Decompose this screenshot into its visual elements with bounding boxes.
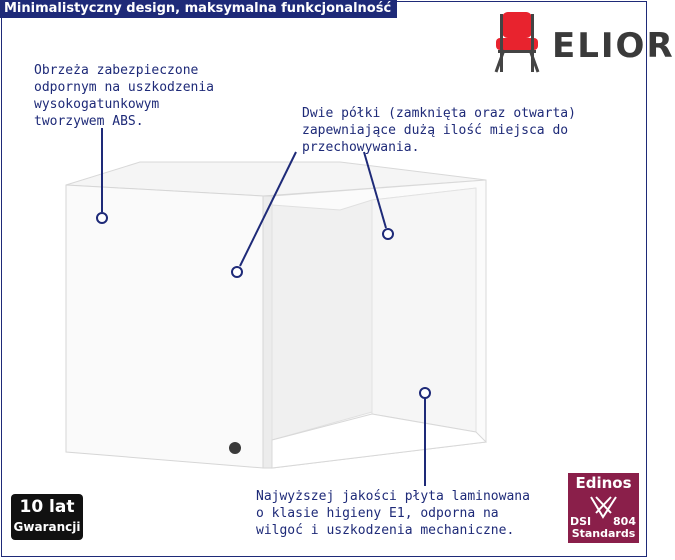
edinos-standards: Standards [571, 527, 636, 540]
marker-open-shelf [383, 229, 393, 239]
marker-abs-edge [97, 213, 107, 223]
door-knob-icon [229, 442, 241, 454]
warranty-label: Gwarancji [13, 520, 81, 534]
warranty-badge [11, 494, 83, 540]
edinos-dsi: DSI [570, 515, 592, 528]
edinos-title: Edinos [575, 474, 632, 492]
callout-abs-edge: Obrzeża zabezpieczone odpornym na uszkodzenia wysokogatunkowym tworzywem ABS. [34, 63, 215, 129]
brand-name: ELIOR [552, 26, 675, 66]
callout-shelves: Dwie półki (zamknięta oraz otwarta) zapewniające dużą ilość miejsca do przechowywania. [302, 106, 576, 155]
edinos-number: 804 [613, 515, 636, 528]
header-banner: Minimalistyczny design, maksymalna funkcjonalność [0, 0, 397, 18]
marker-closed-shelf [232, 267, 242, 277]
edinos-badge [568, 473, 639, 543]
warranty-years: 10 lat [19, 497, 75, 517]
marker-laminate-board [420, 388, 430, 398]
callout-laminate: Najwyższej jakości płyta laminowana o klasie higieny E1, odporna na wilgoć i uszkodzenia mechaniczne. [256, 489, 530, 538]
